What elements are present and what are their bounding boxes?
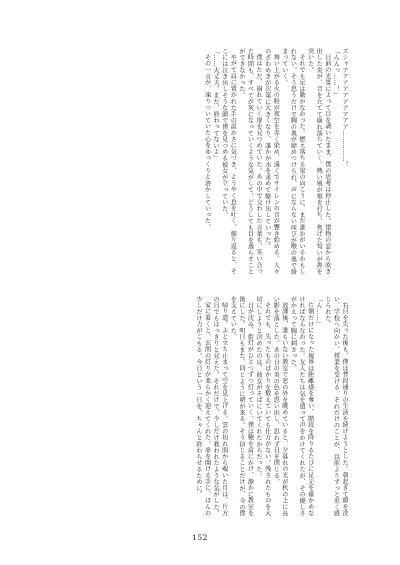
paragraph: 「……大丈夫。まだ、終わってないよ」 [212, 48, 220, 162]
paragraph: 「ん……」 [315, 296, 323, 328]
paragraph: 僕はただ、崩れていく扉を見つめていた。あの中で交わした言葉も、笑い合った時間も、すべてが灰になっていくような気がして、どうしても目を逸らすことができなかった。 [237, 48, 263, 275]
paragraph: 右目を失った後も、僕は普段通りの生活を続けようとした。朝起きて顔を洗い、学校へ向かい、授業を受ける。それだけのことが、以前よりずっと重く感じられた。 [323, 296, 348, 517]
paragraph: 「んんっ……！」 [332, 48, 340, 99]
paragraph: それでも、失ったものばかりを数えていても仕方がない。残されたものを大切にしようと決めたのは、彼女がそばにいてくれたからだった。 [255, 296, 271, 517]
paragraph: やがて肩に置かれた手の温かさに気づき、ようやく息を吐く。振り返ると、そこには泣き出しそうな顔で僕を見つめる彼女が立っていた。 [220, 48, 237, 275]
paragraph: 放課後、誰もいない教室で窓の外を眺めていると、夕暮れの光が机の上に長い影を落とした。あの日の炎の色を思い出し、思わず目を閉じる。 [272, 296, 288, 517]
text-column-bottom [52, 296, 348, 518]
paragraph: 日が沈み、街灯がひとつずつ灯っていく。僕は鞄を肩にかけ、静かに教室を後にした。明日もまた、同じように朝が来る。そう信じることだけが、今の僕を支えていた。 [229, 296, 254, 517]
paragraph: 目前の光景によって目を剥いたまま、僕の思考は停止した。建物の窓から吹き出した炎が、音を立てて崩れ落ちていく。熱い風が頬を打ち、焦げた匂いが鼻を突いた。 [306, 48, 331, 275]
page-number: 152 [192, 533, 208, 542]
paragraph: 家に着くと、玄関の灯りが柔らかく迎えてくれた。扉を開ける手に、ほんの少しだけ力がこもる。今日という一日を、ちゃんと終わらせるために。 [194, 296, 211, 517]
paragraph: それでも足は動かなかった。燃え落ちる梁の向こうに、まだ誰かがいるかもしれない。そう思うだけで胸の奥が締めつけられ、声にならない叫びが喉の奥で絡まっていく。 [280, 48, 306, 275]
paragraph: 片側だけになった視界は距離感を奪い、階段を降りるたびに足元を確かめなければならなかった。友人たちは気を遣って声をかけてくれたが、その優しさがかえって胸に刺さった。 [289, 296, 314, 517]
paragraph: ズシャアアアアアアアアアア……………！ [341, 48, 348, 168]
paragraph: 帰り道、ふと立ち止まって空を見上げる。雲の切れ間から覗いた月は、片方の目でもはっきりと見えた。それだけで、少しだけ救われたような気がした。 [212, 296, 228, 517]
paragraph: その一言が、凍りついていた心をゆっくりと溶かしていった。 [203, 54, 211, 231]
paragraph: 舞い上がる火の粉が夜空を赤く染め、遠くでサイレンの音が響き始める。人々のざわめきが次第に大きくなり、誰かが水を求めて駆け出していった。 [263, 48, 280, 275]
text-column-top [52, 48, 348, 276]
